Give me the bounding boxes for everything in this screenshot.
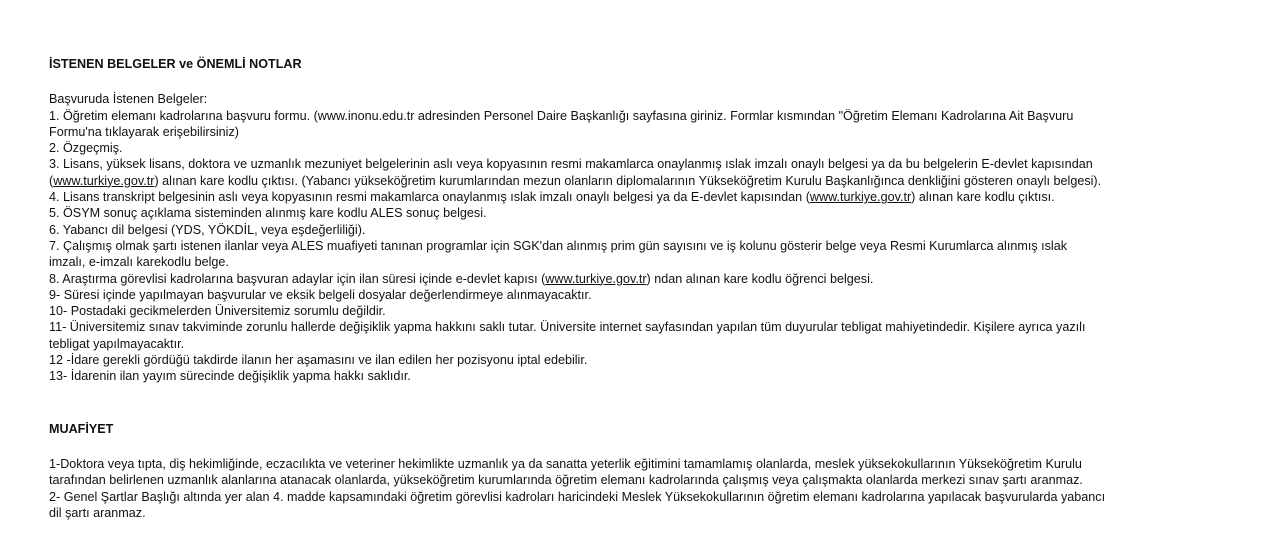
turkiye-gov-link[interactable]: www.turkiye.gov.tr <box>545 271 647 286</box>
exemption-2-line-1: 2- Genel Şartlar Başlığı altında yer alan 4. madde kapsamındaki öğretim görevlisi kadroları haricindeki Meslek Yüksekokullarının öğretim elemanı kadrolarına yapılacak başvurularda yabancı <box>49 489 1106 504</box>
document <box>49 56 1249 521</box>
list-item: 4. Lisans transkript belgesinin aslı veya kopyasının resmi makamlarca onaylanmış ıslak imzalı onaylı belgesi ya da E-devlet kapısından (www.turkiye.gov.tr) alınan kare kodlu çıktısı. <box>49 190 1055 205</box>
list-item <box>49 238 1249 271</box>
exemption-2-line-2: dil şartı aranmaz. <box>49 505 146 520</box>
section-heading-exemption: MUAFİYET <box>49 421 114 436</box>
list-item <box>49 489 1249 522</box>
item-1-line-1: 1. Öğretim elemanı kadrolarına başvuru formu. (www.inonu.edu.tr adresinden Personel Daire Başkanlığı sayfasına giriniz. Formlar kısmından "Öğretim Elemanı Kadrolarına Ait Başvuru <box>49 108 1074 123</box>
exemption-1-line-2: tarafından belirlenen uzmanlık alanlarına atanacak olanlarda, yükseköğretim kurumlarında öğretim elemanı kadrolarında çalışmış veya çalışmakta olanlarda merkezi sınav şartı aranmaz. <box>49 473 1083 488</box>
list-item: 6. Yabancı dil belgesi (YDS, YÖKDİL, veya eşdeğerliliği). <box>49 222 366 237</box>
list-item: 12 -İdare gerekli gördüğü takdirde ilanın her aşamasını ve ilan edilen her pozisyonu iptal edebilir. <box>49 353 588 368</box>
list-item <box>49 108 1249 141</box>
list-item <box>49 456 1249 489</box>
list-item: 8. Araştırma görevlisi kadrolarına başvuran adaylar için ilan süresi içinde e-devlet kapısı (www.turkiye.gov.tr) ndan alınan kare kodlu öğrenci belgesi. <box>49 271 874 286</box>
list-item: 13- İdarenin ilan yayım sürecinde değişiklik yapma hakkı saklıdır. <box>49 369 411 384</box>
item-11-line-2: tebligat yapılmayacaktır. <box>49 336 185 351</box>
subheading-required-documents: Başvuruda İstenen Belgeler: <box>49 92 208 107</box>
exemption-1-line-1: 1-Doktora veya tıpta, diş hekimliğinde, eczacılıkta ve veteriner hekimlikte uzmanlık ya da sanatta yeterlik eğitimini tamamlamış olanlarda, meslek yüksekokullarının Yükseköğretim Kurulu <box>49 456 1082 471</box>
turkiye-gov-link[interactable]: www.turkiye.gov.tr <box>809 190 912 205</box>
list-item <box>49 319 1249 352</box>
list-item <box>49 156 1249 189</box>
list-item: 5. ÖSYM sonuç açıklama sisteminden alınmış kare kodlu ALES sonuç belgesi. <box>49 206 487 221</box>
section-heading-documents: İSTENEN BELGELER ve ÖNEMLİ NOTLAR <box>49 57 302 71</box>
item-11-line-1: 11- Üniversitemiz sınav takviminde zorunlu hallerde değişiklik yapma hakkını saklı tutar. Üniversite internet sayfasından yapılan tüm duyurular tebligat mahiyetindedir. Kişilere ayrıca yazılı <box>49 320 1086 335</box>
item-7-line-2: imzalı, e-imzalı karekodlu belge. <box>49 255 229 270</box>
item-3-line-1: 3. Lisans, yüksek lisans, doktora ve uzmanlık mezuniyet belgelerinin aslı veya kopyasının resmi makamlarca onaylanmış ıslak imzalı onaylı belgesi ya da bu belgelerin E-devlet kapısından <box>49 157 1093 172</box>
list-item: 9- Süresi içinde yapılmayan başvurular ve eksik belgeli dosyalar değerlendirmeye alınmayacaktır. <box>49 287 592 302</box>
turkiye-gov-link[interactable]: www.turkiye.gov.tr <box>53 173 155 188</box>
item-3-line-2: (www.turkiye.gov.tr) alınan kare kodlu çıktısı. (Yabancı yükseköğretim kurumlarından mezun olanların diplomalarının Yükseköğretim Kurulu Başkanlığınca denkliğini gösteren onaylı belgesi). <box>49 173 1102 188</box>
item-7-line-1: 7. Çalışmış olmak şartı istenen ilanlar veya ALES muafiyeti tanınan programlar için SGK'dan alınmış prim gün sayısını ve iş kolunu gösterir belge veya Resmi Kurumlarca alınmış ıslak <box>49 238 1068 253</box>
list-item: 2. Özgeçmiş. <box>49 141 123 156</box>
section-spacer <box>49 385 1249 421</box>
item-1-line-2: Formu'na tıklayarak erişebilirsiniz) <box>49 124 239 139</box>
list-item: 10- Postadaki gecikmelerden Üniversitemiz sorumlu değildir. <box>49 304 386 319</box>
